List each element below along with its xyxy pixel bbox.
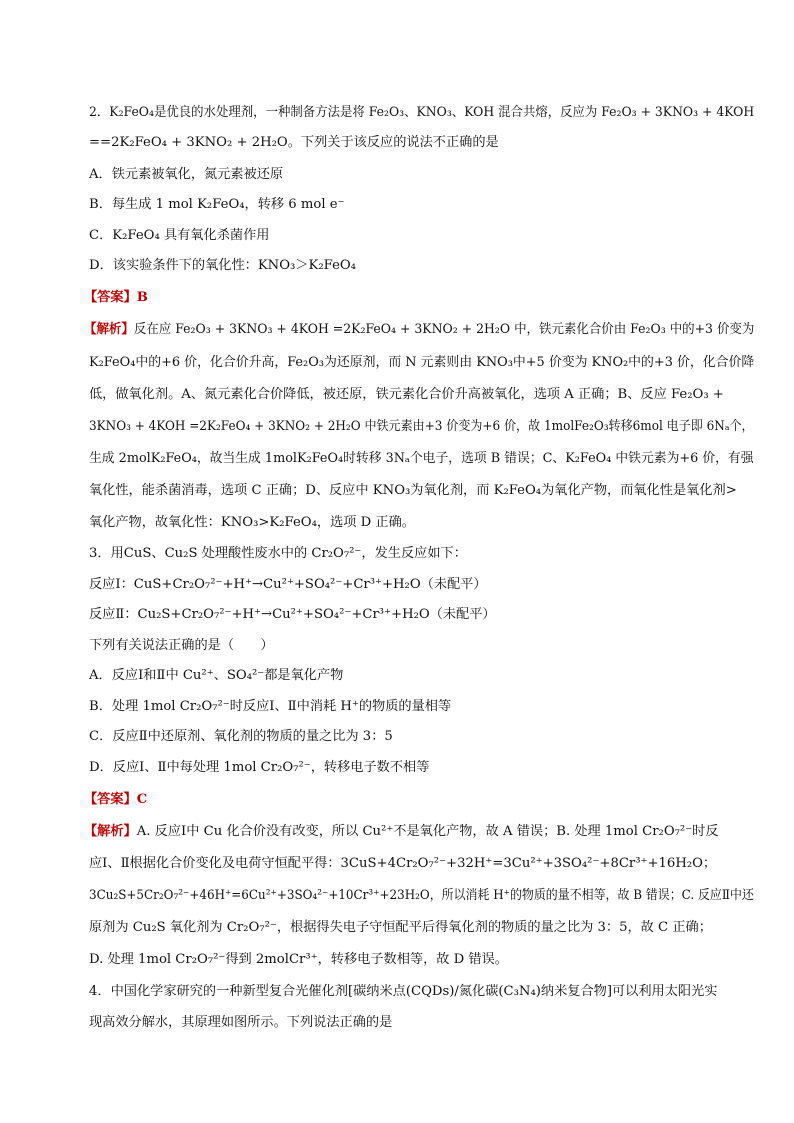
q4-stem-line-2: 现高效分解水，其原理如图所示。下列说法正确的是: [89, 1015, 393, 1030]
q3-analysis-line-1: [84, 823, 719, 841]
q3-stem: 3．用CuS、Cu₂S 处理酸性废水中的 Cr₂O₇²⁻，发生反应如下：: [89, 546, 467, 561]
q4-stem-line-1: 4．中国化学家研究的一种新型复合光催化剂[碳纳米点(CQDs)/氮化碳(C₃N₄)纳米复合物]可以利用太阳光实: [89, 984, 718, 999]
q3-answer-label: 【答案】: [84, 792, 137, 807]
q3-option-c: C．反应Ⅱ中还原剂、氧化剂的物质的量之比为 3：5: [89, 729, 393, 744]
q2-option-b: B．每生成 1 mol K₂FeO₄，转移 6 mol e⁻: [89, 197, 345, 212]
q2-answer-label: 【答案】: [84, 290, 137, 305]
q2-answer: [84, 289, 148, 307]
q2-option-a: A．铁元素被氧化，氮元素被还原: [89, 167, 284, 182]
q3-analysis-line-5: D. 处理 1mol Cr₂O₇²⁻得到 2molCr³⁺，转移电子数相等，故 D 错误。: [89, 952, 508, 967]
q2-analysis-line-1: [84, 321, 754, 339]
q2-analysis-line-2: K₂FeO₄中的+6 价，化合价升高，Fe₂O₃为还原剂，而 N 元素则由 KNO₃中+5 价变为 KNO₂中的+3 价，化合价降: [89, 355, 755, 370]
q3-option-a: A．反应Ⅰ和Ⅱ中 Cu²⁺、SO₄²⁻都是氧化产物: [89, 668, 344, 683]
q3-reaction-2: 反应Ⅱ：Cu₂S+Cr₂O₇²⁻+H⁺→Cu²⁺+SO₄²⁻+Cr³⁺+H₂O（未配平）: [89, 607, 496, 622]
q3-analysis-line-3: 3Cu₂S+5Cr₂O₇²⁻+46H⁺=6Cu²⁺+3SO₄²⁻+10Cr³⁺+23H₂O，所以消耗 H⁺的物质的量不相等，故 B 错误；C. 反应Ⅱ中还: [89, 888, 754, 903]
q3-answer: [84, 791, 147, 809]
q2-analysis-line-4: 3KNO₃ + 4KOH =2K₂FeO₄ + 3KNO₂ + 2H₂O 中铁元素由+3 价变为+6 价，故 1molFe₂O₃转移6mol 电子即 6Nₐ个，: [89, 419, 754, 434]
q2-option-c: C．K₂FeO₄ 具有氧化杀菌作用: [89, 228, 270, 243]
q3-analysis-line-2: 应Ⅰ、Ⅱ根据化合价变化及电荷守恒配平得：3CuS+4Cr₂O₇²⁻+32H⁺=3Cu²⁺+3SO₄²⁻+8Cr³⁺+16H₂O；: [89, 856, 717, 871]
q3-question: 下列有关说法正确的是（ ）: [89, 638, 274, 653]
q2-answer-value: B: [136, 290, 148, 305]
q3-reaction-1: 反应Ⅰ：CuS+Cr₂O₇²⁻+H⁺→Cu²⁺+SO₄²⁻+Cr³⁺+H₂O（未配平）: [89, 577, 487, 592]
q3-answer-value: C: [136, 792, 148, 807]
q2-analysis-label: 【解析】: [84, 322, 134, 337]
q2-stem-line-2: ==2K₂FeO₄ + 3KNO₂ + 2H₂O。下列关于该反应的说法不正确的是: [89, 135, 499, 150]
q2-analysis-text-1: 反在应 Fe₂O₃ + 3KNO₃ + 4KOH =2K₂FeO₄ + 3KNO₂ + 2H₂O 中，铁元素化合价由 Fe₂O₃ 中的+3 价变为: [133, 322, 755, 337]
q3-analysis-label: 【解析】: [84, 824, 137, 839]
q3-option-b: B．处理 1mol Cr₂O₇²⁻时反应Ⅰ、Ⅱ中消耗 H⁺的物质的量相等: [89, 699, 452, 714]
q2-analysis-line-6: 氧化性，能杀菌消毒，选项 C 正确；D、反应中 KNO₃为氧化剂，而 K₂FeO₄为氧化产物，而氧化性是氧化剂>: [89, 483, 737, 498]
q2-stem-line-1: 2．K₂FeO₄是优良的水处理剂，一种制备方法是将 Fe₂O₃、KNO₃、KOH 混合共熔，反应为 Fe₂O₃ + 3KNO₃ + 4KOH: [89, 105, 755, 120]
q2-analysis-line-3: 低，做氧化剂。A、氮元素化合价降低，被还原，铁元素化合价升高被氧化，选项 A 正确；B、反应 Fe₂O₃ +: [89, 387, 724, 402]
q3-analysis-text-1: A. 反应Ⅰ中 Cu 化合价没有改变，所以 Cu²⁺不是氧化产物，故 A 错误；B. 处理 1mol Cr₂O₇²⁻时反: [136, 824, 719, 839]
q3-analysis-line-4: 原剂为 Cu₂S 氧化剂为 Cr₂O₇²⁻，根据得失电子守恒配平后得氧化剂的物质的量之比为 3：5，故 C 正确；: [89, 920, 712, 935]
q2-analysis-line-5: 生成 2molK₂FeO₄，故当生成 1molK₂FeO₄时转移 3Nₐ个电子，选项 B 错误；C、K₂FeO₄ 中铁元素为+6 价，有强: [89, 451, 754, 466]
q2-analysis-line-7: 氧化产物，故氧化性：KNO₃>K₂FeO₄，选项 D 正确。: [89, 515, 415, 530]
q2-option-d: D．该实验条件下的氧化性：KNO₃＞K₂FeO₄: [89, 258, 356, 273]
q3-option-d: D．反应Ⅰ、Ⅱ中每处理 1mol Cr₂O₇²⁻，转移电子数不相等: [89, 760, 430, 775]
